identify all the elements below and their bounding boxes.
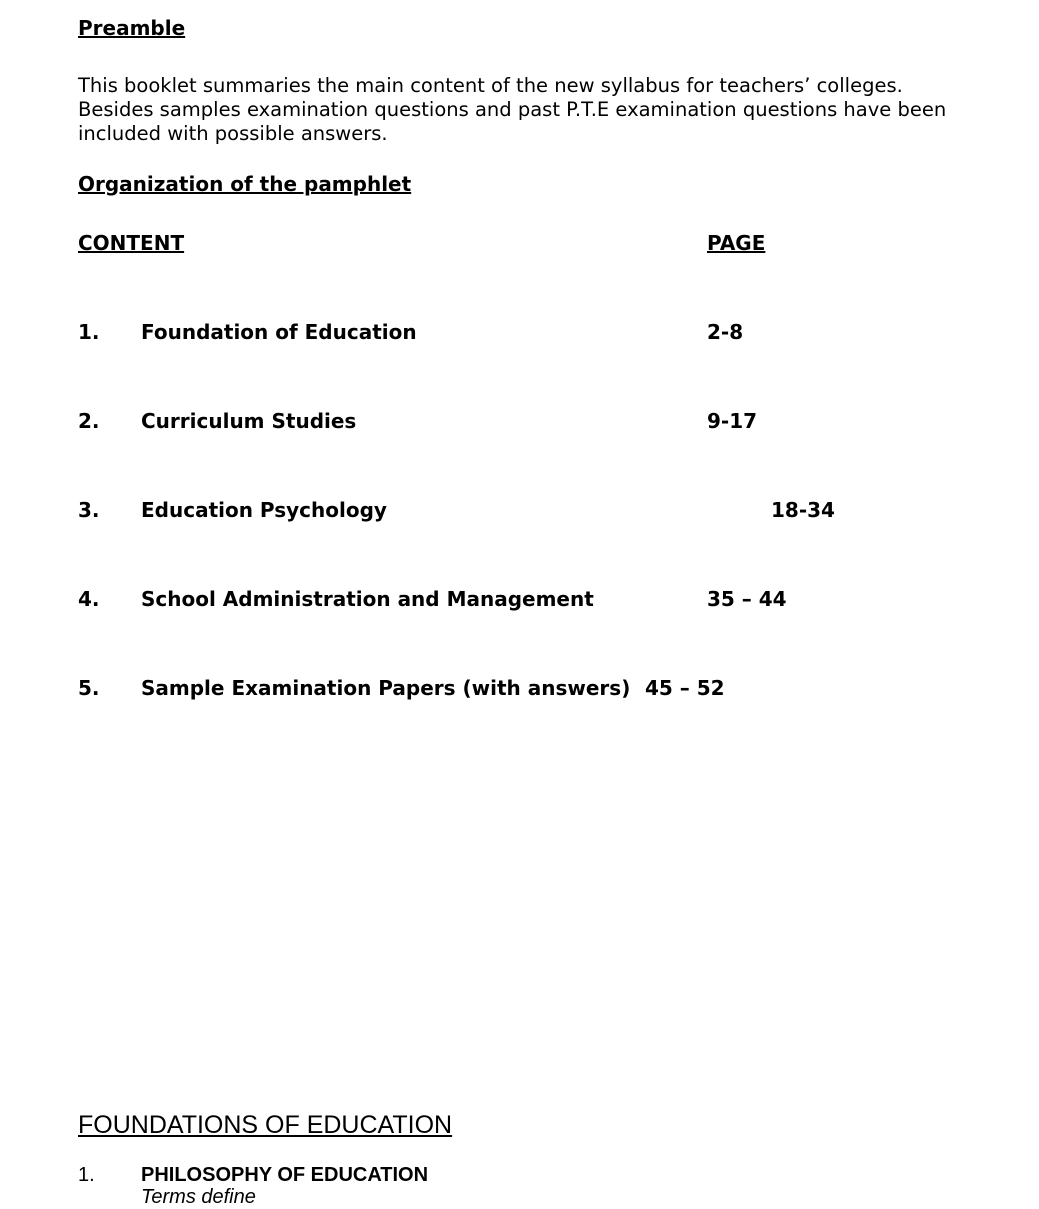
- organization-heading: Organization of the pamphlet: [78, 172, 412, 196]
- toc-page-header: PAGE: [707, 231, 766, 255]
- toc-item-title: Foundation of Education: [141, 320, 417, 344]
- section-title: FOUNDATIONS OF EDUCATION: [78, 1111, 453, 1139]
- toc-item-title: Sample Examination Papers (with answers): [141, 676, 631, 700]
- toc-item-page: 45 – 52: [645, 676, 725, 700]
- toc-content-header: CONTENT: [78, 231, 185, 255]
- toc-item-number: 1.: [78, 320, 100, 344]
- toc-item-page: 18-34: [771, 498, 835, 522]
- toc-item-title: School Administration and Management: [141, 587, 594, 611]
- subsection-number: 1.: [78, 1164, 95, 1186]
- toc-item-page: 9-17: [707, 409, 758, 433]
- toc-item-title: Education Psychology: [141, 498, 387, 522]
- preamble-heading: Preamble: [78, 16, 186, 40]
- subsection-title: PHILOSOPHY OF EDUCATION: [141, 1164, 429, 1186]
- toc-item-page: 35 – 44: [707, 587, 787, 611]
- preamble-paragraph: This booklet summaries the main content of the new syllabus for teachers’ colleges. Besides samples examination questions and past P.T.E examination questions have been included with possible answers.: [78, 74, 947, 145]
- toc-item-title: Curriculum Studies: [141, 409, 357, 433]
- subsection-note: Terms define: [141, 1186, 256, 1208]
- toc-item-number: 5.: [78, 676, 100, 700]
- toc-item-number: 2.: [78, 409, 100, 433]
- toc-item-page: 2-8: [707, 320, 744, 344]
- toc-item-number: 4.: [78, 587, 100, 611]
- toc-item-number: 3.: [78, 498, 100, 522]
